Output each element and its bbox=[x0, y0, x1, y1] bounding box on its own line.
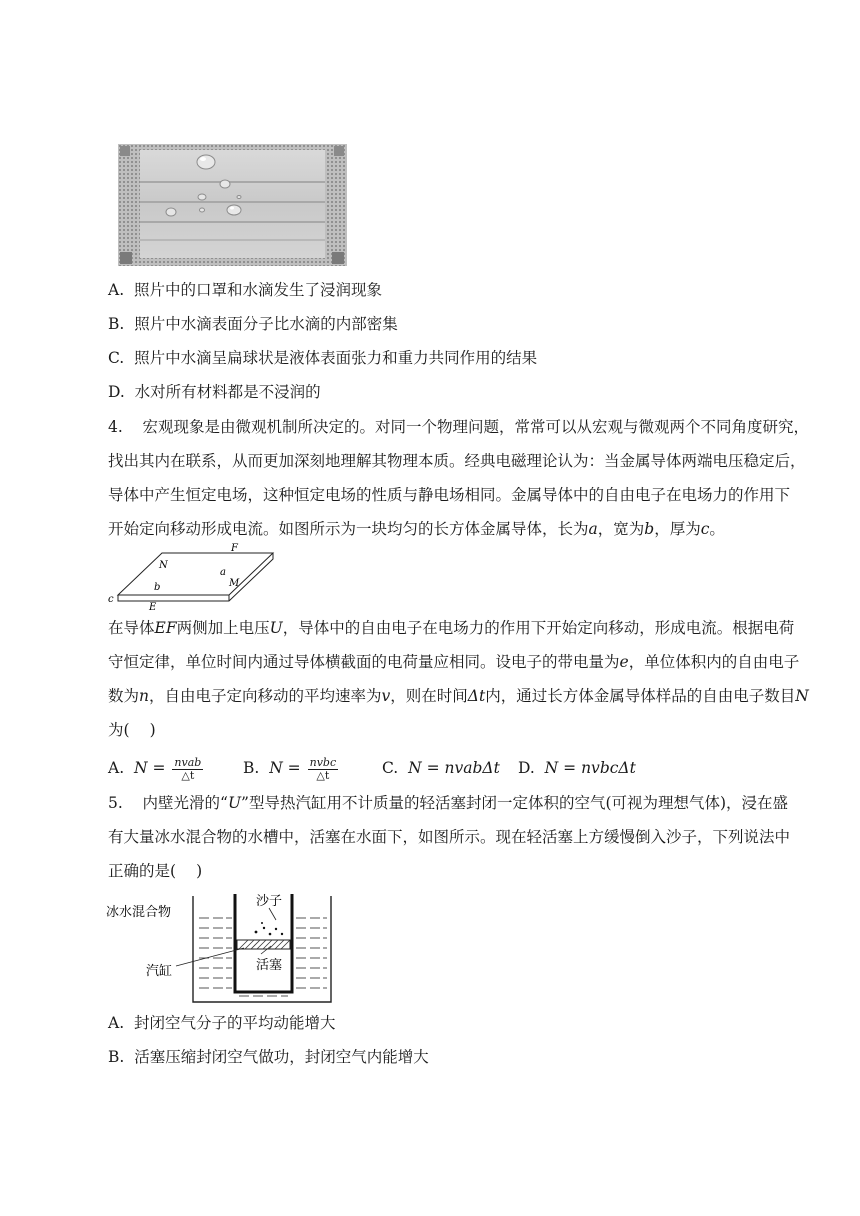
q5-line-3 bbox=[108, 861, 202, 881]
q5-text: 正确的是( bbox=[108, 862, 177, 880]
q4-line-4 bbox=[108, 519, 725, 539]
label-E: E bbox=[149, 602, 157, 613]
conductor-figure bbox=[104, 542, 284, 614]
q4-line-2: 找出其内在联系，从而更加深刻地理解其物理本质。经典电磁理论认为：当金属导体两端电压稳定后， bbox=[108, 452, 806, 470]
option-letter: C. bbox=[108, 349, 125, 367]
var-U: U bbox=[269, 619, 283, 637]
q4-text: ，导体中的自由电子在电场力的作用下开始定向移动，形成电流。根据电荷 bbox=[282, 619, 795, 637]
label-M: M bbox=[229, 578, 240, 589]
q4-text: 守恒定律，单位时间内通过导体横截面的电荷量应相同。设电子的带电量为 bbox=[108, 653, 620, 671]
var-a: a bbox=[588, 520, 598, 538]
var-b: b bbox=[644, 520, 655, 538]
label-piston: 活塞 bbox=[256, 958, 283, 973]
mask-photo-graphic bbox=[118, 144, 347, 266]
q4-option-d bbox=[518, 758, 636, 778]
q3-option-c bbox=[108, 348, 537, 368]
q3-option-b bbox=[108, 314, 398, 334]
water-lines-right bbox=[296, 918, 327, 988]
option-text: 照片中水滴表面分子比水滴的内部密集 bbox=[134, 315, 398, 333]
var-e: e bbox=[619, 653, 629, 671]
q4-option-b bbox=[243, 754, 340, 782]
mask-photo bbox=[118, 144, 347, 266]
q4-text: 在导体 bbox=[108, 619, 155, 637]
var-delta-t: Δt bbox=[467, 687, 486, 705]
question-number: 4. bbox=[108, 418, 123, 436]
option-text: 照片中的口罩和水滴发生了浸润现象 bbox=[133, 281, 382, 299]
var-n: n bbox=[139, 687, 149, 705]
q5-text: ”型导热汽缸用不计质量的轻活塞封闭一定体积的空气(可视为理想气体)，浸在盛 bbox=[241, 794, 789, 812]
equation-lhs: N = bbox=[133, 759, 166, 777]
option-letter: B. bbox=[108, 1048, 125, 1066]
q5-option-b bbox=[108, 1047, 429, 1067]
option-letter: D. bbox=[108, 383, 125, 401]
cylinder-diagram bbox=[106, 888, 336, 1006]
q4-text: 数为 bbox=[108, 687, 140, 705]
label-c: c bbox=[108, 594, 114, 605]
q4-text: 宏观现象是由微观机制所决定的。对同一个物理问题，常常可以从宏观与微观两个不同角度研究， bbox=[142, 418, 810, 436]
q4-line-6 bbox=[108, 652, 799, 672]
q5-option-a bbox=[108, 1013, 336, 1033]
option-letter: A. bbox=[108, 1014, 125, 1032]
option-text: 活塞压缩封闭空气做功，封闭空气内能增大 bbox=[134, 1048, 429, 1066]
water-lines-left bbox=[199, 918, 232, 988]
q4-option-c bbox=[382, 758, 500, 778]
q5-line-1 bbox=[108, 793, 788, 813]
option-letter: A. bbox=[108, 759, 125, 777]
q4-text: ，则在时间 bbox=[390, 687, 468, 705]
fraction-numerator: nvbc bbox=[309, 755, 337, 769]
option-letter: D. bbox=[518, 759, 535, 777]
label-N: N bbox=[159, 560, 168, 571]
var-c: c bbox=[700, 520, 710, 538]
q4-text: ，厚为 bbox=[654, 520, 701, 538]
fraction bbox=[172, 757, 203, 782]
option-text: 水对所有材料都是不浸润的 bbox=[134, 383, 321, 401]
equation-lhs: N = bbox=[269, 759, 301, 777]
var-N: N bbox=[795, 687, 809, 705]
q4-text: 。 bbox=[709, 520, 725, 538]
q5-text: 内壁光滑的“ bbox=[142, 794, 228, 812]
q4-option-a bbox=[108, 754, 205, 782]
q4-text: ，自由电子定向移动的平均速率为 bbox=[149, 687, 382, 705]
sand-dots bbox=[255, 922, 284, 935]
q5-line-2: 有大量冰水混合物的水槽中，活塞在水面下，如图所示。现在轻活塞上方缓慢倒入沙子，下列说法中 bbox=[108, 828, 791, 846]
label-a: a bbox=[220, 567, 226, 578]
q3-option-a bbox=[108, 280, 382, 300]
option-letter: A. bbox=[108, 281, 125, 299]
option-letter: C. bbox=[382, 759, 399, 777]
q3-option-d bbox=[108, 382, 321, 402]
label-b: b bbox=[154, 582, 161, 593]
cylinder-figure bbox=[106, 888, 336, 1006]
q4-line-5 bbox=[108, 618, 794, 638]
option-equation: N = nvabΔt bbox=[408, 759, 500, 777]
q4-text: ，单位体积内的自由电子 bbox=[628, 653, 800, 671]
label-F: F bbox=[231, 543, 238, 554]
q4-text: 开始定向移动形成电流。如图所示为一块均匀的长方体金属导体，长为 bbox=[108, 520, 589, 538]
q4-text: ) bbox=[149, 721, 156, 739]
option-text: 照片中水滴呈扁球状是液体表面张力和重力共同作用的结果 bbox=[134, 349, 538, 367]
label-cylinder: 汽缸 bbox=[146, 964, 173, 979]
label-ice-water: 冰水混合物 bbox=[106, 905, 172, 920]
label-sand: 沙子 bbox=[256, 894, 283, 909]
option-letter: B. bbox=[108, 315, 125, 333]
q5-text: ) bbox=[196, 862, 203, 880]
var-v: v bbox=[381, 687, 391, 705]
q4-text: 为( bbox=[108, 721, 130, 739]
q4-text: 内，通过长方体金属导体样品的自由电子数目 bbox=[485, 687, 796, 705]
q4-text: 两侧加上电压 bbox=[176, 619, 270, 637]
q4-line-8 bbox=[108, 720, 156, 740]
option-text: 封闭空气分子的平均动能增大 bbox=[133, 1014, 336, 1032]
option-letter: B. bbox=[243, 759, 260, 777]
option-equation: N = nvbcΔt bbox=[544, 759, 636, 777]
fraction-denominator: △t bbox=[316, 768, 330, 782]
var-EF: EF bbox=[154, 619, 177, 637]
fraction-numerator: nvab bbox=[174, 755, 202, 769]
fraction-denominator: △t bbox=[181, 768, 195, 782]
conductor-diagram bbox=[104, 542, 284, 614]
fraction bbox=[308, 757, 339, 782]
q4-line-7 bbox=[108, 686, 809, 706]
q4-text: ，宽为 bbox=[597, 520, 645, 538]
q4-line-3: 导体中产生恒定电场，这种恒定电场的性质与静电场相同。金属导体中的自由电子在电场力的作用下 bbox=[108, 486, 791, 504]
q4-line-1 bbox=[108, 417, 809, 437]
var-U: U bbox=[227, 794, 242, 812]
question-number: 5. bbox=[108, 794, 123, 812]
